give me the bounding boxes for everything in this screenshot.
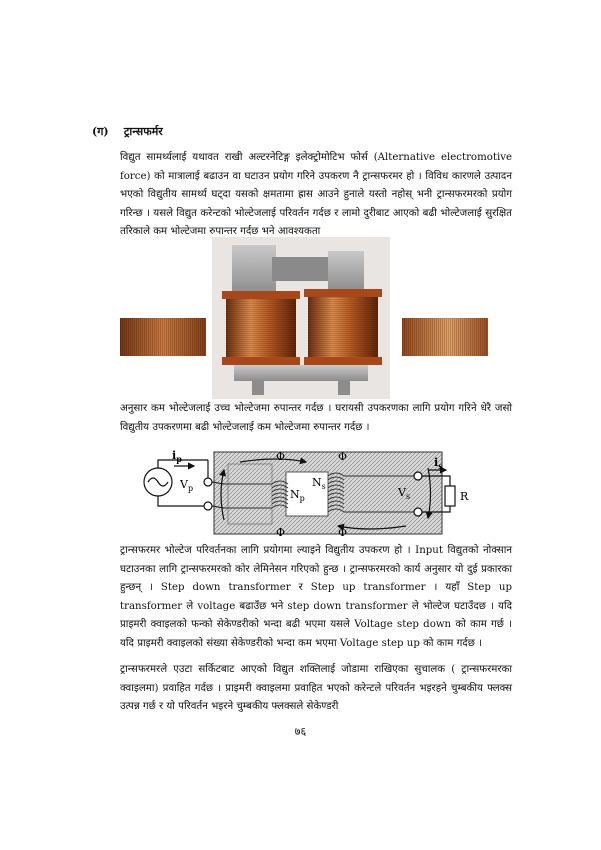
flux-label-bottom-right: Φ [338, 526, 348, 539]
page-number: ७६ [294, 725, 307, 738]
label-np: $N_p$ [290, 488, 305, 503]
transformer-photo [212, 237, 390, 399]
coil-closeup-right-image [402, 318, 488, 356]
label-vs: $V_s$ [398, 486, 411, 501]
label-ns: $N_s$ [312, 476, 326, 491]
secondary-terminal-top [414, 472, 422, 480]
label-r: R [460, 490, 469, 503]
flux-label-bottom-left: Φ [276, 526, 286, 539]
label-ip: $i_p$ [172, 449, 182, 464]
primary-terminal-bottom [204, 502, 212, 510]
flux-label-top-right: Φ [338, 450, 348, 463]
paragraph-household: अनुसार कम भोल्टेजलाई उच्च भोल्टेजमा रुपान्तर गर्दछ । घरायसी उपकरणका लागि प्रयोग गरिने धेरै जसो विद्युतीय उपकरणमा बढी भोल्टेजलाई कम भोल्टेजमा रुपान्तर गर्दछ । [120, 403, 512, 433]
paragraph-intro: विद्युत सामर्थ्यलाई यथावत राखी अल्टरनेटिङ्ग इलेक्ट्रोमोटिभ फोर्स (Alternative electromotive force) को मात्रालाई बढाउन वा घटाउन प्रयोग गरिने उपकरण नै ट्रान्सफरमर हो । विविध कारणले उत्पादन भएको विद्युतीय सामर्थ्य घट्दा यसको क्षमतामा ह्रास आउने हुनाले यस्तो नहोस् भनी ट्रान्सफरमरको प्रयोग गरिन्छ । यसले विद्युत करेन्टको भोल्टेजलाई परिवर्तन गर्दछ र लामो दुरीबाट आएको बढी भोल्टेजलाई सुरक्षित तरिकाले कम भोल्टेजमा रुपान्तर गर्दछ भने आवश्यकता [120, 152, 512, 237]
section-number: (ग) [92, 125, 109, 138]
coil-closeup-left-image [120, 318, 206, 356]
paragraph-working: ट्रान्सफरमरले एउटा सर्किटबाट आएको विद्युत शक्तिलाई जोडामा राखिएका सुचालक ( ट्रान्सफरमरका क्वाइलमा) प्रवाहित गर्दछ । प्राइमरी क्वाइलमा प्रवाहित भएको करेन्टले परिवर्तन भइरहने चुम्बकीय फ्लक्स उत्पन्न गर्छ र यो परिवर्तन भइरने चुम्बकीय फ्लक्सले सेकेण्डरी [120, 664, 512, 712]
primary-terminal-top [204, 478, 212, 486]
load-resistor-icon [445, 486, 455, 506]
paragraph-types: ट्रान्सफरमर भोल्टेज परिवर्तनका लागि प्रयोगमा ल्याइने विद्युतीय उपकरण हो । Input विद्युतको नोक्सान घटाउनका लागि ट्रान्सफरमरको कोर लेमिनेसन गरिएको हुन्छ । ट्रान्सफरमरको कार्य अनुसार यो दुई प्रकारका हुन्छन् । Step down transformer र Step up transformer । यहाँ Step up transformer ले voltage बढाउँछ भने step down transformer ले भोल्टेज घटाउँदछ । यदि प्राइमरी क्वाइलको फन्को सेकेण्डरीको भन्दा बढी भएमा यसले Voltage step down को काम गर्छ । यदि प्राइमरी क्वाइलको संख्या सेकेण्डरीको भन्दा कम भएमा Voltage step up को काम गर्दछ । [120, 545, 512, 649]
transformer-diagram [128, 448, 478, 540]
section-title: ट्रान्सफर्मर [123, 125, 163, 138]
secondary-terminal-bottom [414, 508, 422, 516]
section-heading [92, 124, 163, 139]
label-is: $i_s$ [434, 456, 443, 471]
label-vp: $V_p$ [180, 478, 194, 493]
flux-label-top-left: Φ [276, 450, 286, 463]
